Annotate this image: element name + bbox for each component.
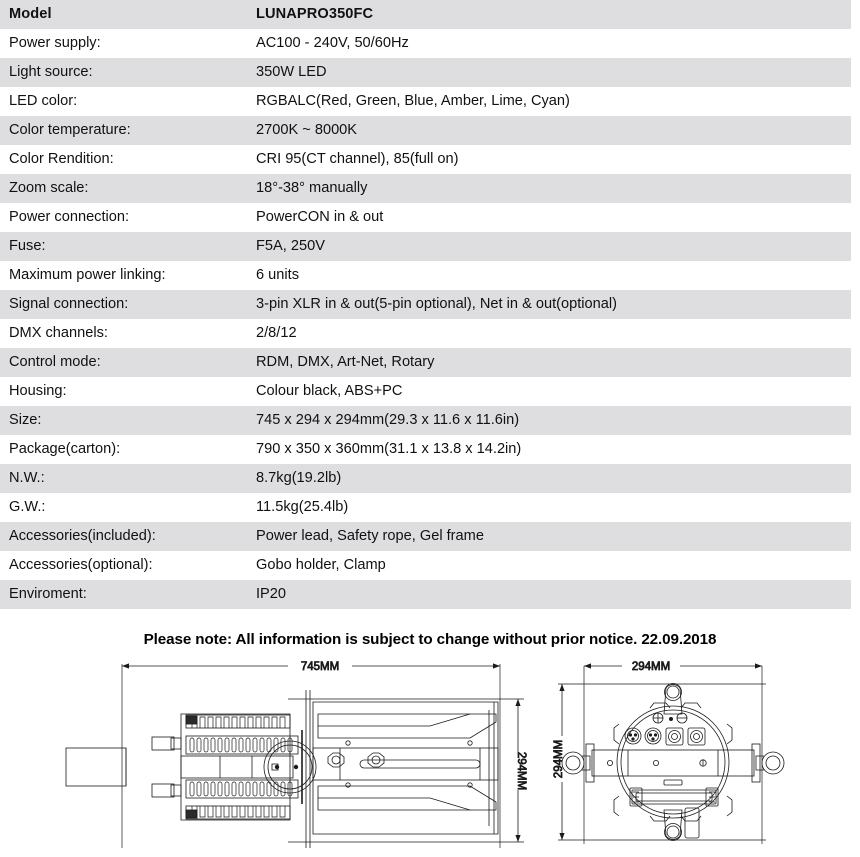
table-row (0, 0, 851, 29)
spec-key: Color temperature: (0, 116, 254, 145)
spec-value: CRI 95(CT channel), 85(full on) (254, 145, 851, 174)
spec-value: 18°-38° manually (254, 174, 851, 203)
table-row (0, 203, 851, 232)
rear-view-width-label: 294MM (631, 661, 671, 673)
side-view-drawing (0, 652, 540, 852)
spec-key: Color Rendition: (0, 145, 254, 174)
spec-key: Size: (0, 406, 254, 435)
table-row (0, 174, 851, 203)
table-row (0, 232, 851, 261)
table-row (0, 493, 851, 522)
table-row (0, 348, 851, 377)
table-row (0, 290, 851, 319)
spec-key: Accessories(included): (0, 522, 254, 551)
spec-value: Gobo holder, Clamp (254, 551, 851, 580)
spec-key: Zoom scale: (0, 174, 254, 203)
spec-key: Signal connection: (0, 290, 254, 319)
table-row (0, 319, 851, 348)
table-row (0, 116, 851, 145)
spec-value: F5A, 250V (254, 232, 851, 261)
spec-value: RGBALC(Red, Green, Blue, Amber, Lime, Cyan) (254, 87, 851, 116)
table-row (0, 58, 851, 87)
spec-value: 745 x 294 x 294mm(29.3 x 11.6 x 11.6in) (254, 406, 851, 435)
spec-value: LUNAPRO350FC (254, 0, 851, 29)
spec-key: LED color: (0, 87, 254, 116)
spec-value: AC100 - 240V, 50/60Hz (254, 29, 851, 58)
spec-key: DMX channels: (0, 319, 254, 348)
spec-key: Power connection: (0, 203, 254, 232)
table-row (0, 406, 851, 435)
technical-drawings (0, 652, 860, 852)
table-row (0, 551, 851, 580)
spec-value: 11.5kg(25.4lb) (254, 493, 851, 522)
spec-value: PowerCON in & out (254, 203, 851, 232)
spec-value: 3-pin XLR in & out(5-pin optional), Net in & out(optional) (254, 290, 851, 319)
spec-key: Housing: (0, 377, 254, 406)
table-row (0, 435, 851, 464)
spec-value: 350W LED (254, 58, 851, 87)
spec-key: Maximum power linking: (0, 261, 254, 290)
spec-key: Light source: (0, 58, 254, 87)
spec-value: Colour black, ABS+PC (254, 377, 851, 406)
table-row (0, 580, 851, 609)
spec-key: Package(carton): (0, 435, 254, 464)
table-row (0, 87, 851, 116)
spec-key: Model (0, 0, 254, 29)
spec-value: 790 x 350 x 360mm(31.1 x 13.8 x 14.2in) (254, 435, 851, 464)
disclaimer-note: Please note: All information is subject to change without prior notice. 22.09.2018 (143, 631, 717, 648)
spec-key: Power supply: (0, 29, 254, 58)
spec-value: 2/8/12 (254, 319, 851, 348)
spec-key: Enviroment: (0, 580, 254, 609)
spec-value: RDM, DMX, Art-Net, Rotary (254, 348, 851, 377)
spec-value: Power lead, Safety rope, Gel frame (254, 522, 851, 551)
rear-view-height-label: 294MM (553, 739, 565, 779)
table-row (0, 377, 851, 406)
table-row (0, 464, 851, 493)
spec-key: Fuse: (0, 232, 254, 261)
table-row (0, 261, 851, 290)
spec-value: 6 units (254, 261, 851, 290)
table-row (0, 29, 851, 58)
spec-value: IP20 (254, 580, 851, 609)
spec-key: G.W.: (0, 493, 254, 522)
rear-view-drawing (540, 652, 860, 852)
table-row (0, 145, 851, 174)
spec-key: N.W.: (0, 464, 254, 493)
spec-value: 8.7kg(19.2lb) (254, 464, 851, 493)
spec-key: Control mode: (0, 348, 254, 377)
side-view-width-label: 745MM (300, 661, 340, 673)
side-view-height-label: 294MM (515, 751, 527, 791)
table-row (0, 522, 851, 551)
spec-value: 2700K ~ 8000K (254, 116, 851, 145)
spec-key: Accessories(optional): (0, 551, 254, 580)
